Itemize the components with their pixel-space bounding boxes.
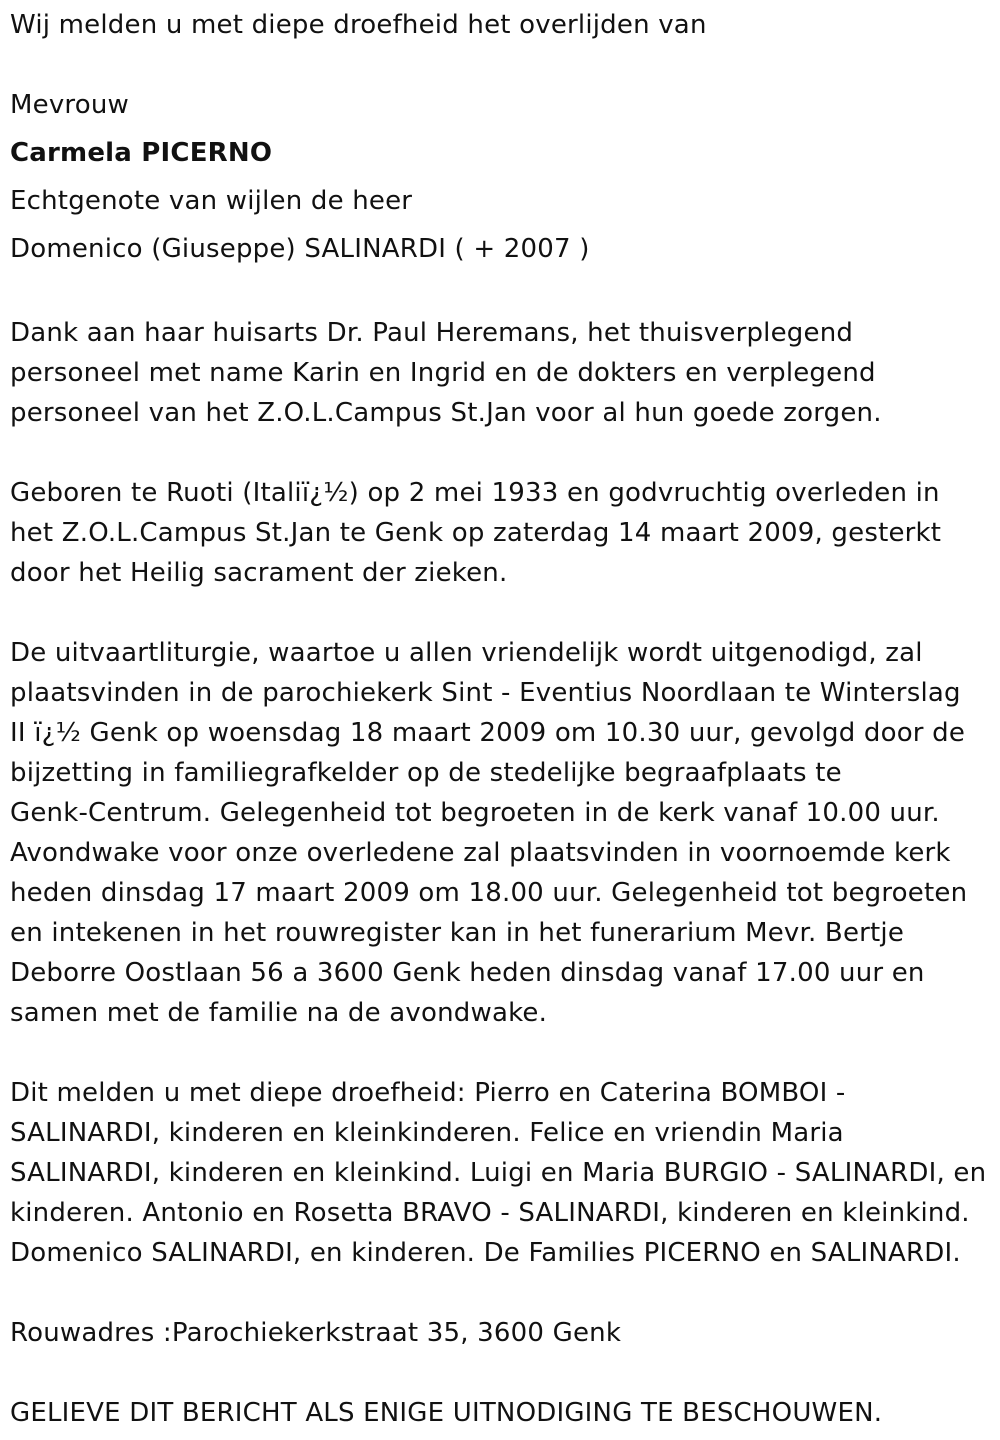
deceased-name: Carmela PICERNO xyxy=(10,138,273,168)
closing-line: GELIEVE DIT BERICHT ALS ENIGE UITNODIGING TE BESCHOUWEN. xyxy=(10,1398,883,1428)
death-notice xyxy=(10,0,990,1433)
intro-line: Wij melden u met diepe droefheid het overlijden van xyxy=(10,10,707,40)
deceased-header xyxy=(10,81,990,273)
thanks-paragraph: Dank aan haar huisarts Dr. Paul Heremans, het thuisverplegend personeel met name Karin en Ingrid en de dokters en verplegend personeel van het Z.O.L.Campus St.Jan voor al hun goede zorgen. xyxy=(10,318,882,428)
honorific: Mevrouw xyxy=(10,90,129,120)
birth-paragraph: Geboren te Ruoti (Italiï¿½) op 2 mei 1933 en godvruchtig overleden in het Z.O.L.Campus St.Jan te Genk op zaterdag 14 maart 2009, gesterkt door het Heilig sacrament der zieken. xyxy=(10,478,942,588)
family-paragraph: Dit melden u met diepe droefheid: Pierro en Caterina BOMBOI - SALINARDI, kinderen en kleinkinderen. Felice en vriendin Maria SALINARDI, kinderen en kleinkind. Luigi en Maria BURGIO - SALINARDI, en kinderen. Antonio en Rosetta BRAVO - SALINARDI, kinderen en kleinkind. Domenico SALINARDI, en kinderen. De Families PICERNO en SALINARDI. xyxy=(10,1078,987,1268)
funeral-paragraph: De uitvaartliturgie, waartoe u allen vriendelijk wordt uitgenodigd, zal plaatsvinden in de parochiekerk Sint - Eventius Noordlaan te Winterslag II ï¿½ Genk op woensdag 18 maart 2009 om 10.30 uur, gevolgd door de bijzetting in familiegrafkelder op de stedelijke begraafplaats te Genk-Centrum. Gelegenheid tot begroeten in de kerk vanaf 10.00 uur. Avondwake voor onze overledene zal plaatsvinden in voornoemde kerk heden dinsdag 17 maart 2009 om 18.00 uur. Gelegenheid tot begroeten en intekenen in het rouwregister kan in het funerarium Mevr. Bertje Deborre Oostlaan 56 a 3600 Genk heden dinsdag vanaf 17.00 uur en samen met de familie na de avondwake. xyxy=(10,638,968,1028)
relation-line: Echtgenote van wijlen de heer xyxy=(10,186,413,216)
spouse-line: Domenico (Giuseppe) SALINARDI ( + 2007 ) xyxy=(10,234,590,264)
address-line: Rouwadres :Parochiekerkstraat 35, 3600 Genk xyxy=(10,1318,622,1348)
